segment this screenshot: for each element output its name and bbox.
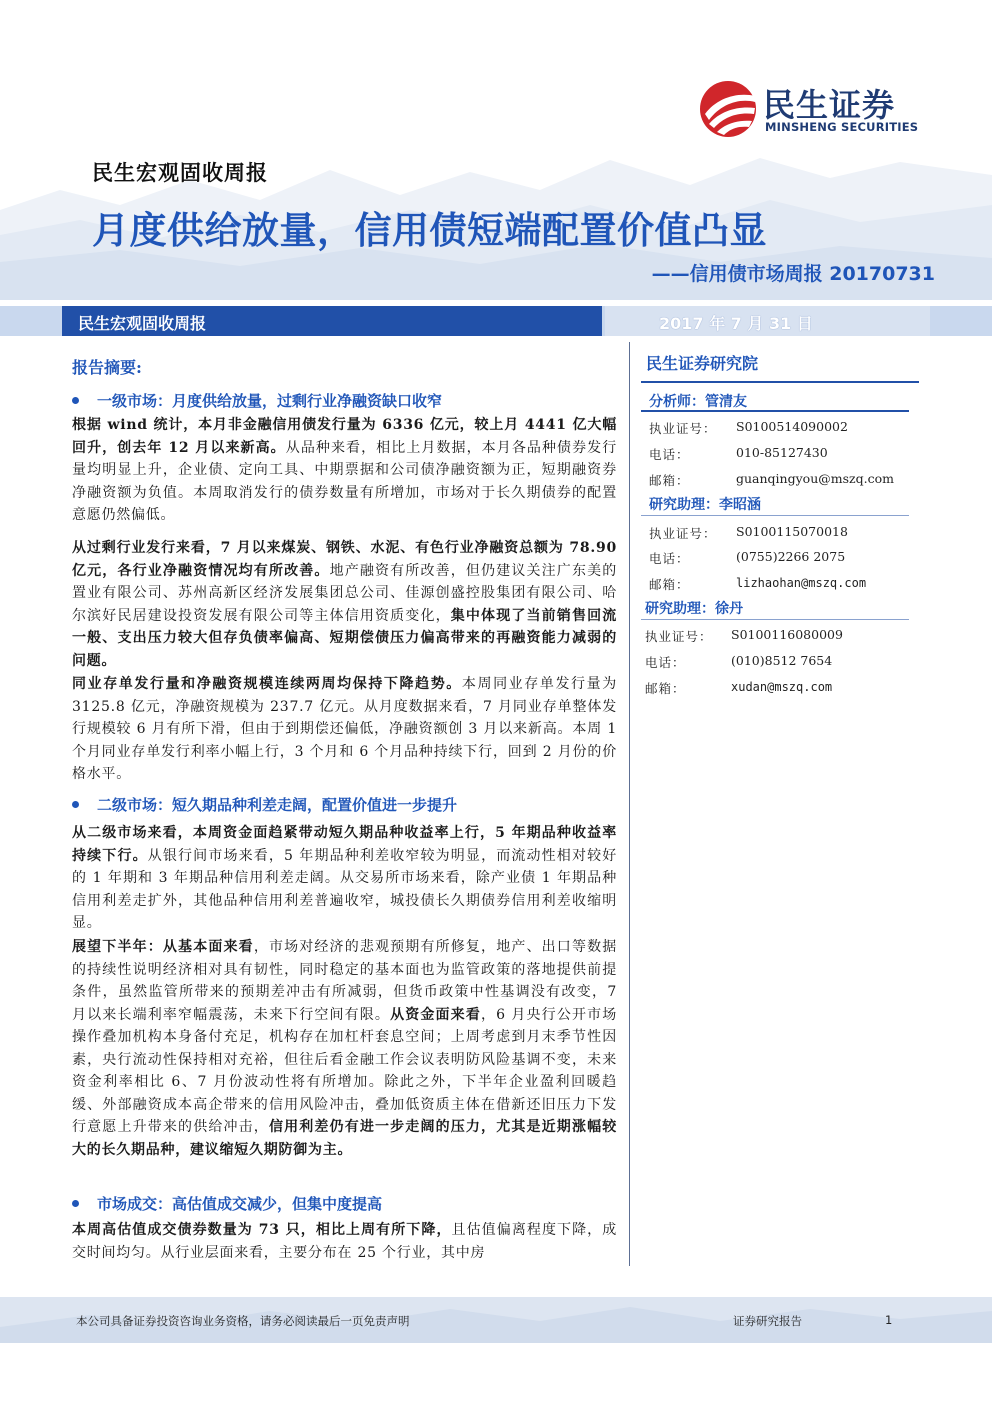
footer-disclaimer: 本公司具备证券投资咨询业务资格，请务必阅读最后一页免责声明 [76,1314,410,1328]
bullet-text: 一级市场：月度供给放量，过剩行业净融资缺口收窄 [97,392,443,410]
bullet-icon [72,801,79,808]
logo-swoosh-icon [697,78,759,138]
para-bold: 同业存单发行量和净融资规模连续两周均保持下降趋势。 [72,676,462,692]
summary-heading: 报告摘要: [72,358,142,377]
bullet-text: 市场成交：高估值成交减少，但集中度提高 [97,1195,383,1213]
report-series: 民生宏观固收周报 [92,160,268,185]
column-divider [629,342,630,1266]
email-value: lizhaohan@mszq.com [736,576,867,590]
phone-value: (0755)2266 2075 [736,549,846,564]
assistant-1-rule [641,515,909,516]
cert-value: S0100115070018 [736,524,848,539]
cert-label: 执业证号： [649,526,717,541]
assistant-2-rule [641,619,909,620]
para-bold: 从过剩行业发行来看，7 月以来煤炭、钢铁、水泥、有色行业净融资总额为 78.90 亿元，各行业净融资情况均有所改善。 [72,540,617,579]
logo-text-en: MINSHENG SECURITIES [765,120,919,134]
report-date: 2017 年 7 月 31 日 [659,314,813,333]
bullet-icon [72,397,79,404]
report-title: 月度供给放量，信用债短端配置价值凸显 [92,209,767,252]
institute-heading: 民生证券研究院 [646,354,759,373]
para-text: 本周同业存单发行量为 3125.8 亿元，净融资规模为 237.7 亿元。从月度数据来看，7 月同业存单整体发行规模较 6 月有所下滑，但由于到期偿还偏低，净融资额创 3 月以来新高。本周 1 个月同业存单发行利率小幅上行，3 个月和 6 个月品种持续下行，回到 2 月份的价格水平。 [72,676,618,782]
paragraph-outlook [72,936,617,1161]
paragraph-ncd [72,673,617,786]
paragraph-overcapacity [72,537,617,672]
para-bold: 本周高估值成交债券数量为 73 只，相比上周有所下降， [72,1222,452,1238]
para-text: ，市场对经济的悲观预期有所修复，地产、出口等数据的持续性说明经济相对具有韧性，同时稳定的基本面也为监管政策的落地提供前提条件，虽然监管所带来的预期差冲击有所减弱，但货币政策中性基调没有改变，7 月以来长端利率窄幅震荡，未来下行空间有限。 [72,939,618,1023]
sidebar-rule [641,381,919,383]
phone-label: 电话： [645,655,686,670]
email-label: 邮箱： [649,577,690,592]
phone-label: 电话： [649,551,690,566]
mountain-background [0,0,992,300]
bullet-icon [72,1200,79,1207]
report-subtitle: ——信用债市场周报 20170731 [651,263,935,285]
assistant-2-name: 研究助理：徐丹 [645,601,743,617]
analyst-name: 分析师：管清友 [649,394,747,410]
section-bullet-primary-market [72,390,442,411]
cert-value: S0100116080009 [731,627,843,642]
para-text: 从银行间市场来看，5 年期品种利差收窄较为明显，而流动性相对较好的 1 年期和 3 年期品种信用利差走阔。从交易所市场来看，除产业债 1 年期品种信用利差走扩外，其他品种信用利差普遍收窄，城投债长久期债券信用利差收缩明显。 [72,847,617,931]
para-text-2: ，6 月央行公开市场操作叠加机构本身备付充足，机构存在加杠杆套息空间；上周考虑到月末季节性因素，央行流动性保持相对充裕，但往后看金融工作会议表明防风险基调不变，未来资金利率相比 6、7 月份波动性将有所增加。除此之外，下半年企业盈利回暖趋缓、外部融资成本高企带来的信用风险冲击，叠加低资质主体在借新还旧压力下发行意愿上升带来的供给冲击， [72,1006,618,1135]
para-bold-3: 信用利差仍有进一步走阔的压力，尤其是近期涨幅较大的长久期品种，建议缩短久期防御为主。 [72,1119,618,1158]
para-text: 从品种来看，相比上月数据，本月各品种债券发行量均明显上升，企业债、定向工具、中期票据和公司债净融资额为正，短期融资券净融资额为负值。本周取消发行的债券数量有所增加，市场对于长久期债券的配置意愿仍然偏低。 [72,439,618,523]
para-text: 且估值偏离程度下降，成交时间均匀。从行业层面来看，主要分布在 25 个行业，其中房 [72,1222,617,1261]
section-bullet-trading [72,1193,382,1214]
page-number: 1 [885,1313,893,1327]
section-bullet-secondary-market [72,794,457,815]
assistant-1-name: 研究助理：李昭涵 [649,497,761,513]
footer-doc-type: 证券研究报告 [733,1314,802,1328]
paragraph-trading [72,1219,617,1264]
paragraph-secondary [72,822,617,935]
analyst-rule [641,410,909,412]
email-label: 邮箱： [649,473,690,488]
logo-text-cn: 民生证券 [763,86,896,124]
paragraph-issuance [72,414,617,527]
para-bold: 展望下半年：从基本面来看 [72,939,254,955]
cert-label: 执业证号： [645,629,713,644]
report-header [0,0,992,300]
email-label: 邮箱： [645,681,686,696]
email-value: xudan@mszq.com [731,680,833,694]
bar-series-label: 民生宏观固收周报 [78,314,207,333]
para-bold: 从二级市场来看，本周资金面趋紧带动短久期品种收益率上行，5 年期品种收益率持续下行。 [72,825,617,864]
para-text: 地产融资有所改善，但仍建议关注广东美的置业有限公司、苏州高新区经济发展集团总公司、佳源创盛控股集团有限公司、哈尔滨好民居建设投资发展有限公司等主体信用资质变化， [72,562,618,624]
minsheng-logo [697,78,927,138]
bullet-text: 二级市场：短久期品种利差走阔，配置价值进一步提升 [97,796,458,814]
email-value: guanqingyou@mszq.com [736,471,894,486]
phone-value: 010-85127430 [736,445,828,460]
phone-label: 电话： [649,447,690,462]
para-bold-2: 集中体现了当前销售回流一般、支出压力较大但存负债率偏高、短期偿债压力偏高带来的再融资能力减弱的问题。 [72,607,617,669]
para-bold-2: 从资金面来看 [390,1006,481,1023]
para-bold: 根据 wind 统计，本月非金融信用债发行量为 6336 亿元，较上月 4441 亿大幅回升，创去年 12 月以来新高。 [72,417,617,456]
cert-label: 执业证号： [649,421,717,436]
phone-value: (010)8512 7654 [731,653,833,668]
cert-value: S0100514090002 [736,419,848,434]
